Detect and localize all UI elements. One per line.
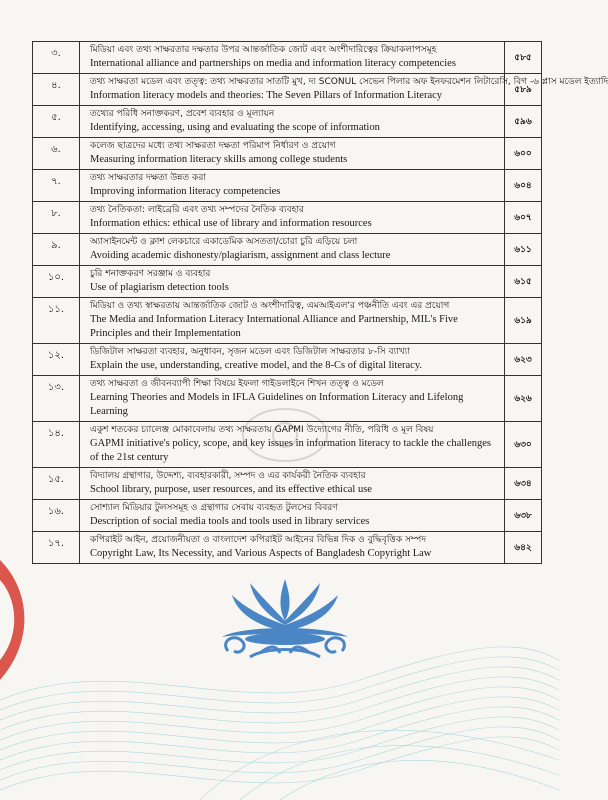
- toc-row: [33, 234, 542, 266]
- entry-page-number: ৬১৫: [505, 266, 542, 298]
- entry-title-english: Information ethics: ethical use of library and information resources: [90, 218, 372, 229]
- toc-row: [33, 202, 542, 234]
- toc-row: [33, 468, 542, 500]
- entry-title-bengali: অ্যাসাইনমেন্ট ও ক্লাশ লেকচারে একাডেমিক অসততা/চোরা চুরি এড়িয়ে চলা: [90, 237, 358, 247]
- toc-row: [33, 138, 542, 170]
- entry-page-number: ৬৩০: [505, 422, 542, 468]
- floral-ornament-icon: [210, 575, 360, 663]
- entry-page-number: ৬৪২: [505, 532, 542, 564]
- entry-page-number: ৬২৬: [505, 376, 542, 422]
- entry-page-number: ৬০০: [505, 138, 542, 170]
- entry-page-number: ৫৮৫: [505, 42, 542, 74]
- entry-title-bengali: চুরি শনাক্তকরণ সরঞ্জাম ও ব্যবহার: [90, 269, 211, 279]
- entry-page-number: ৬৩৪: [505, 468, 542, 500]
- entry-title-english: School library, purpose, user resources, and its effective ethical use: [90, 484, 372, 495]
- entry-number: ১০.: [33, 266, 80, 298]
- entry-title-cell: [80, 344, 505, 376]
- red-swoosh-decoration: [0, 560, 40, 680]
- entry-title-cell: [80, 376, 505, 422]
- entry-title-bengali: তথ্য সাক্ষরতার দক্ষতা উন্নত করা: [90, 173, 206, 183]
- entry-title-cell: [80, 106, 505, 138]
- toc-row: [33, 376, 542, 422]
- entry-title-cell: [80, 170, 505, 202]
- entry-number: ৭.: [33, 170, 80, 202]
- entry-page-number: ৬০৪: [505, 170, 542, 202]
- toc-row: [33, 344, 542, 376]
- toc-row: [33, 298, 542, 344]
- entry-title-cell: [80, 138, 505, 170]
- entry-number: ৬.: [33, 138, 80, 170]
- entry-title-cell: [80, 202, 505, 234]
- entry-title-cell: [80, 298, 505, 344]
- toc-row: [33, 422, 542, 468]
- entry-title-english: Description of social media tools and tools used in library services: [90, 516, 370, 527]
- entry-title-cell: [80, 234, 505, 266]
- toc-row: [33, 500, 542, 532]
- toc-row: [33, 170, 542, 202]
- entry-title-english: Improving information literacy competencies: [90, 186, 281, 197]
- entry-page-number: ৬৩৮: [505, 500, 542, 532]
- toc-row: [33, 42, 542, 74]
- entry-title-bengali: তথ্য নৈতিকতা: লাইব্রেরি এবং তথ্য সম্পদের নৈতিক ব্যবহার: [90, 205, 304, 215]
- entry-number: ৩.: [33, 42, 80, 74]
- entry-number: ১১.: [33, 298, 80, 344]
- entry-title-english: Use of plagiarism detection tools: [90, 282, 229, 293]
- entry-title-bengali: তথ্য সাক্ষরতা ও জীবনব্যাপী শিক্ষা বিষয়ে ইফলা গাইডলাইনে শিখন তত্ত্ব ও মডেল: [90, 379, 384, 389]
- entry-title-bengali: কলেজ ছাত্রদের মধ্যে তথ্য সাক্ষরতা দক্ষতা পরিমাপ নির্ধারণ ও প্রয়োগ: [90, 141, 336, 151]
- entry-title-bengali: মিডিয়া এবং তথ্য সাক্ষরতার দক্ষতার উপর আন্তর্জাতিক জোট এবং অংশীদারিত্বের ক্রিয়াকলাপসমূহ: [90, 45, 437, 55]
- entry-number: ৫.: [33, 106, 80, 138]
- entry-title-english: Explain the use, understanding, creative model, and the 8-Cs of digital literacy.: [90, 360, 423, 371]
- entry-title-cell: [80, 422, 505, 468]
- entry-title-english: Identifying, accessing, using and evaluating the scope of information: [90, 122, 380, 133]
- entry-title-cell: [80, 532, 505, 564]
- entry-title-cell: [80, 468, 505, 500]
- entry-title-english: Measuring information literacy skills among college students: [90, 154, 348, 165]
- entry-page-number: ৫৮৯: [505, 74, 542, 106]
- entry-number: ৯.: [33, 234, 80, 266]
- entry-number: ৪.: [33, 74, 80, 106]
- toc-row: [33, 532, 542, 564]
- entry-title-english: Learning Theories and Models in IFLA Guidelines on Information Literacy and Lifelong Learning: [90, 392, 464, 417]
- entry-number: ৮.: [33, 202, 80, 234]
- toc-row: [33, 106, 542, 138]
- entry-number: ১৫.: [33, 468, 80, 500]
- entry-number: ১২.: [33, 344, 80, 376]
- entry-title-cell: [80, 500, 505, 532]
- entry-title-bengali: তথ্য সাক্ষরতা মডেল এবং তত্ত্ব: তথ্য সাক্ষরতার সাতটি মুখ, দ্য SCONUL সেভেন পিলার অফ ইনফরমেশন লিটারেসি, বিগ -৬ প্লাস মডেল ইত্যাদি: [90, 77, 608, 87]
- entry-title-cell: [80, 266, 505, 298]
- entry-title-english: Avoiding academic dishonesty/plagiarism, assignment and class lecture: [90, 250, 391, 261]
- entry-title-bengali: মিডিয়া ও তথ্য স্বাক্ষরতায় আন্তর্জাতিক জোট ও অংশীদারিত্ব, এমআইএল'র পঞ্চনীতি এবং এর প্রয়োগ: [90, 301, 450, 311]
- entry-page-number: ৬১৯: [505, 298, 542, 344]
- entry-title-english: Copyright Law, Its Necessity, and Various Aspects of Bangladesh Copyright Law: [90, 548, 432, 559]
- entry-title-english: International alliance and partnerships on media and information literacy competencies: [90, 58, 456, 69]
- toc-row: [33, 266, 542, 298]
- entry-title-cell: [80, 42, 505, 74]
- entry-title-english: GAPMI initiative's policy, scope, and key issues in information literacy to tackle the challenges of the 21st century: [90, 438, 491, 463]
- entry-title-bengali: কপিরাইট আইন, প্রয়োজনীয়তা ও বাংলাদেশ কপিরাইট আইনের বিভিন্ন দিক ও বুদ্ধিবৃত্তিক সম্পদ: [90, 535, 427, 545]
- entry-number: ১৬.: [33, 500, 80, 532]
- toc-row: [33, 74, 542, 106]
- entry-title-bengali: একুশ শতকের চ্যালেঞ্জ মোকাবেলায় তথ্য সাক্ষরতায় GAPMI উদ্যোগের নীতি, পরিধি ও মূল বিষয়: [90, 425, 434, 435]
- table-of-contents: [32, 41, 608, 564]
- entry-title-bengali: সোশ্যাল মিডিয়ার টুলসসমূহ ও গ্রন্থাগার সেবায় ব্যবহৃত টুলসের বিবরণ: [90, 503, 338, 513]
- entry-page-number: ৫৯৬: [505, 106, 542, 138]
- entry-number: ১৪.: [33, 422, 80, 468]
- entry-page-number: ৬০৭: [505, 202, 542, 234]
- entry-page-number: ৬১১: [505, 234, 542, 266]
- entry-number: ১৩.: [33, 376, 80, 422]
- entry-page-number: ৬২৩: [505, 344, 542, 376]
- entry-title-english: Information literacy models and theories: The Seven Pillars of Information Literacy: [90, 90, 443, 101]
- entry-title-bengali: তথ্যের পরিধি সনাক্তকরণ, প্রবেশ ব্যবহার ও মূল্যায়ন: [90, 109, 275, 119]
- entry-number: ১৭.: [33, 532, 80, 564]
- entry-title-bengali: বিদ্যালয় গ্রন্থাগার, উদ্দেশ্য, ব্যবহারকারী, সম্পদ ও এর কার্যকরী নৈতিক ব্যবহার: [90, 471, 366, 481]
- entry-title-bengali: ডিজিটাল সাক্ষরতা ব্যবহার, অনুধাবন, সৃজন মডেল এবং ডিজিটাল সাক্ষরতার ৮-সি ব্যাখ্যা: [90, 347, 410, 357]
- entry-title-english: The Media and Information Literacy International Alliance and Partnership, MIL's Five Principles and their Implementation: [90, 314, 458, 339]
